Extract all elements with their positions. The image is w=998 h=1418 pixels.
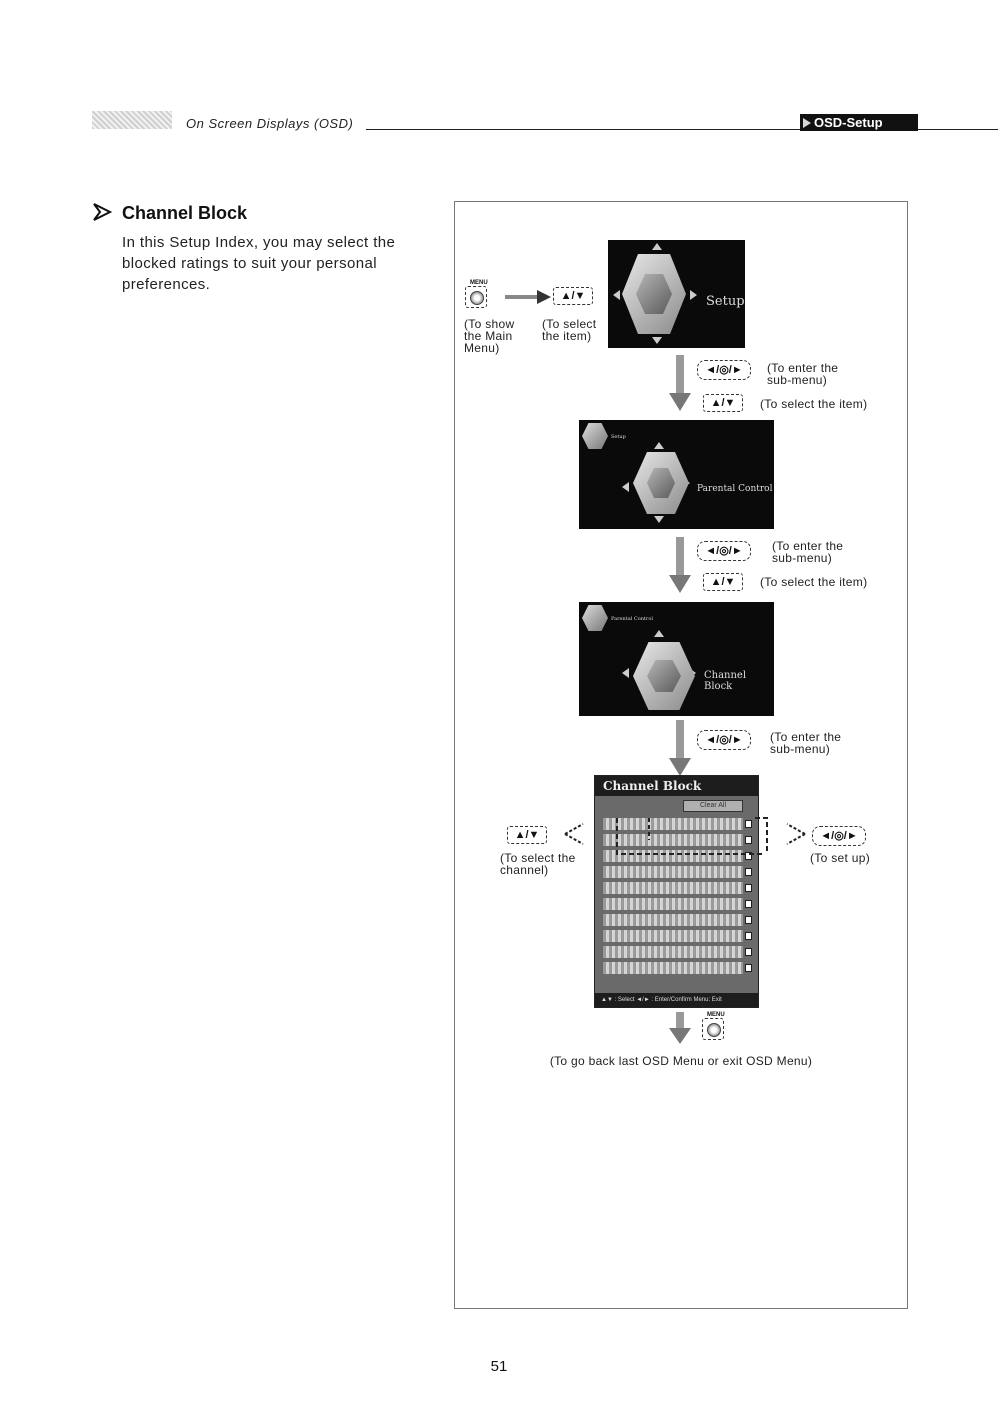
channel-row: [603, 882, 743, 894]
osd-parental-corner: Setup: [611, 434, 626, 440]
parental-mini-icon: [582, 605, 608, 631]
updown-key-icon: ▲/▼: [703, 394, 743, 412]
up-arrow-icon: [652, 243, 662, 250]
setup-mini-icon: [582, 423, 608, 449]
leftright-key-icon: ◄/◎/►: [697, 730, 751, 750]
caption-select-item-1: (To select the item): [542, 317, 597, 343]
caption-enter-submenu-3: (To enter the sub-menu): [770, 730, 842, 756]
header-decoration: [92, 111, 172, 129]
right-arrow-icon: [505, 290, 551, 304]
section-title: Channel Block: [122, 203, 248, 223]
section-arrow-icon: [92, 202, 112, 222]
down-arrow-icon: [669, 720, 691, 776]
channel-checkbox: [745, 932, 752, 940]
channel-row: [603, 914, 743, 926]
down-arrow-icon: [652, 337, 662, 344]
caption-go-back: (To go back last OSD Menu or exit OSD Menu): [549, 1054, 813, 1068]
channel-list-footer: ▲▼ : Select ◄/► : Enter/Confirm Menu: Exit: [595, 993, 758, 1007]
left-arrow-icon: [622, 482, 629, 492]
lock-hex-icon: [633, 452, 689, 514]
leftright-key-icon: ◄/◎/►: [697, 360, 751, 380]
down-arrow-icon: [669, 537, 691, 593]
leftright-key-icon: ◄/◎/►: [697, 541, 751, 561]
header-title: On Screen Displays (OSD): [186, 116, 354, 131]
caption-select-item-2: (To select the item): [760, 397, 868, 411]
tv-hex-icon: [633, 642, 695, 710]
header-badge-label: OSD-Setup: [814, 115, 883, 130]
right-arrow-icon: [690, 290, 697, 300]
osd-channel-screen: [579, 602, 774, 716]
up-arrow-icon: [654, 442, 664, 449]
caption-select-item-3: (To select the item): [760, 575, 868, 589]
menu-key-icon: [702, 1012, 725, 1040]
updown-key-icon: ▲/▼: [553, 287, 593, 305]
osd-parental-label: Parental Control: [697, 484, 773, 494]
channel-row: [603, 946, 743, 958]
menu-key-label: MENU: [707, 1012, 725, 1018]
osd-channel-label: Channel Block: [704, 670, 747, 692]
up-arrow-icon: [654, 630, 664, 637]
caption-show-main-menu: (To show the Main Menu): [464, 317, 515, 355]
left-arrow-icon: [622, 668, 629, 678]
channel-row: [603, 866, 743, 878]
updown-key-icon: ▲/▼: [507, 826, 547, 844]
menu-key-label: MENU: [470, 280, 488, 286]
down-arrow-icon: [669, 1012, 691, 1044]
caption-enter-submenu-2: (To enter the sub-menu): [772, 539, 844, 565]
caption-enter-submenu-1: (To enter the sub-menu): [767, 361, 839, 387]
osd-channel-corner: Parental Control: [611, 616, 653, 622]
selection-bracket: [555, 810, 815, 860]
clear-all-button: Clear All: [683, 800, 743, 812]
caption-set-up: (To set up): [810, 851, 870, 865]
channel-checkbox: [745, 884, 752, 892]
setup-hex-icon: [622, 254, 686, 334]
header-badge: [800, 114, 918, 131]
channel-row: [603, 898, 743, 910]
channel-row: [603, 930, 743, 942]
updown-key-icon: ▲/▼: [703, 573, 743, 591]
osd-parental-screen: [579, 420, 774, 529]
menu-key-icon: [465, 280, 488, 308]
left-arrow-icon: [613, 290, 620, 300]
channel-row: [603, 962, 743, 974]
channel-checkbox: [745, 900, 752, 908]
channel-checkbox: [745, 868, 752, 876]
channel-checkbox: [745, 948, 752, 956]
page-number: 51: [490, 1358, 508, 1375]
badge-arrow-icon: [803, 118, 811, 128]
channel-list-title: Channel Block: [595, 776, 758, 796]
channel-checkbox: [745, 916, 752, 924]
down-arrow-icon: [669, 355, 691, 411]
leftright-key-icon: ◄/◎/►: [812, 826, 866, 846]
caption-select-channel: (To select the channel): [500, 851, 576, 877]
osd-setup-screen: [608, 240, 745, 348]
section-body: In this Setup Index, you may select the blocked ratings to suit your personal preferences.: [122, 234, 396, 293]
down-arrow-icon: [654, 516, 664, 523]
osd-setup-label: Setup: [706, 294, 745, 309]
channel-checkbox: [745, 964, 752, 972]
